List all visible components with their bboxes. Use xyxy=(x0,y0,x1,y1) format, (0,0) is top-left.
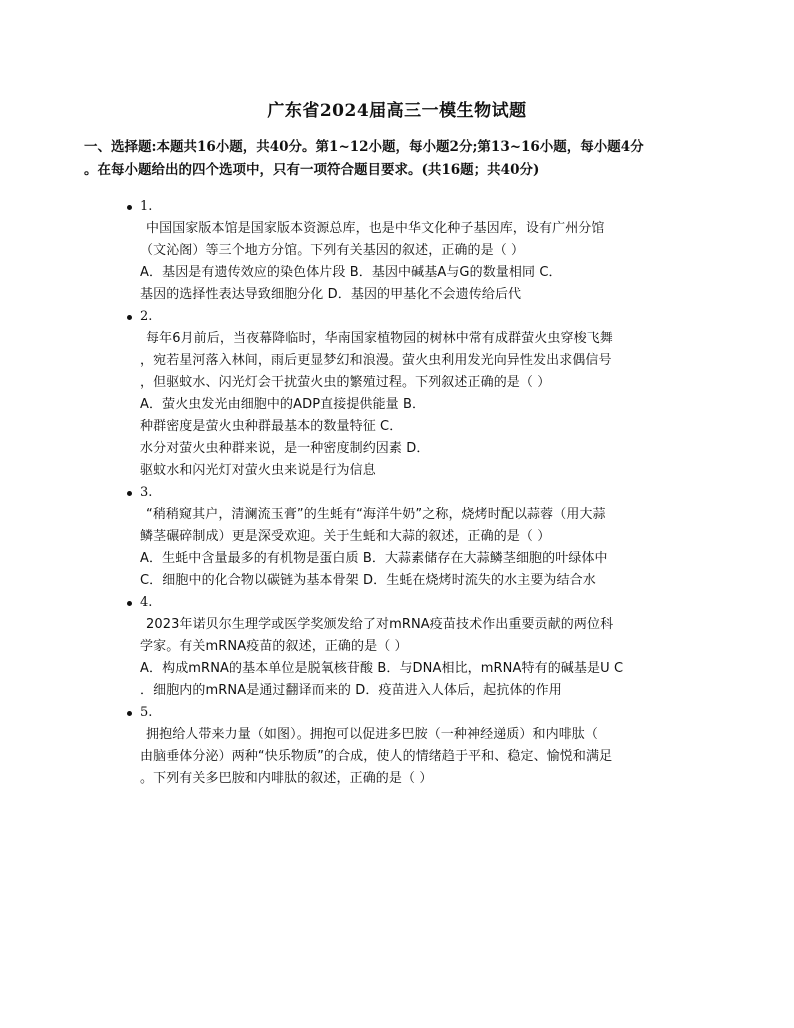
question-item xyxy=(0,702,794,790)
bullet-icon xyxy=(127,205,132,210)
question-text-line: ，宛若星河落入林间，雨后更显梦幻和浪漫。萤火虫利用发光向异性发出求偶信号 xyxy=(140,353,612,368)
question-text-line: “稍稍窥其户，清澜流玉膏”的生蚝有“海洋牛奶”之称，烧烤时配以蒜蓉（用大蒜 xyxy=(146,507,606,522)
section-instructions-line-2: 。在每小题给出的四个选项中，只有一项符合题目要求。(共16题；共40分) xyxy=(84,162,540,178)
question-text xyxy=(140,328,698,482)
question-number: 3. xyxy=(140,485,153,500)
question-text-line: 鳞茎碾碎制成）更是深受欢迎。关于生蚝和大蒜的叙述，正确的是（ ） xyxy=(140,529,551,544)
question-number: 4. xyxy=(140,595,153,610)
question-text-line: 学家。有关mRNA疫苗的叙述，正确的是（ ） xyxy=(140,639,408,654)
question-text-line: 基因的选择性表达导致细胞分化 D．基因的甲基化不会遗传给后代 xyxy=(140,287,522,302)
question-text-line: ．细胞内的mRNA是通过翻译而来的 D．疫苗进入人体后，起抗体的作用 xyxy=(140,683,562,698)
question-text-line: 。下列有关多巴胺和内啡肽的叙述，正确的是（ ） xyxy=(140,771,433,786)
bullet-icon xyxy=(127,315,132,320)
question-text-line: 每年6月前后，当夜幕降临时，华南国家植物园的树林中常有成群萤火虫穿梭飞舞 xyxy=(146,331,613,346)
question-item xyxy=(0,196,794,306)
question-number: 2. xyxy=(140,309,153,324)
question-list xyxy=(0,196,794,790)
question-number: 5. xyxy=(140,705,153,720)
question-text-line: A．基因是有遗传效应的染色体片段 B．基因中碱基A与G的数量相同 C． xyxy=(140,265,562,280)
section-header xyxy=(84,136,714,182)
page-title: 广东省2024届高三一模生物试题 xyxy=(267,101,527,121)
question-text-line: 由脑垂体分泌）两种“快乐物质”的合成，使人的情绪趋于平和、稳定、愉悦和满足 xyxy=(140,749,613,764)
question-text-line: A．构成mRNA的基本单位是脱氧核苷酸 B．与DNA相比，mRNA特有的碱基是U C xyxy=(140,661,624,676)
question-text-line: A．萤火虫发光由细胞中的ADP直接提供能量 B． xyxy=(140,397,426,412)
question-text-line: 种群密度是萤火虫种群最基本的数量特征 C． xyxy=(140,419,403,434)
bullet-icon xyxy=(127,491,132,496)
bullet-icon xyxy=(127,711,132,716)
bullet-icon xyxy=(127,601,132,606)
question-number: 1. xyxy=(140,199,153,214)
question-text-line: 中国国家版本馆是国家版本资源总库，也是中华文化种子基因库，设有广州分馆 xyxy=(146,221,605,236)
question-text-line: A．生蚝中含量最多的有机物是蛋白质 B．大蒜素储存在大蒜鳞茎细胞的叶绿体中 xyxy=(140,551,608,566)
question-text-line: 驱蚊水和闪光灯对萤火虫来说是行为信息 xyxy=(140,463,376,478)
question-item xyxy=(0,482,794,592)
question-text xyxy=(140,504,698,592)
question-text-line: 水分对萤火虫种群来说，是一种密度制约因素 D． xyxy=(140,441,430,456)
question-item xyxy=(0,306,794,482)
question-text-line: ，但驱蚊水、闪光灯会干扰萤火虫的繁殖过程。下列叙述正确的是（ ） xyxy=(140,375,551,390)
question-item xyxy=(0,592,794,702)
question-text-line: （文沁阁）等三个地方分馆。下列有关基因的叙述，正确的是（ ） xyxy=(140,243,525,258)
question-text xyxy=(140,614,698,702)
question-text xyxy=(140,218,698,306)
question-text xyxy=(140,724,698,790)
question-text-line: 拥抱给人带来力量（如图）。拥抱可以促进多巴胺（一种神经递质）和内啡肽（ xyxy=(146,727,599,742)
question-text-line: 2023年诺贝尔生理学或医学奖颁发给了对mRNA疫苗技术作出重要贡献的两位科 xyxy=(146,617,614,632)
question-text-line: C．细胞中的化合物以碳链为基本骨架 D．生蚝在烧烤时流失的水主要为结合水 xyxy=(140,573,596,588)
section-instructions-line-1: 一、选择题:本题共16小题，共40分。第1~12小题，每小题2分;第13~16小题，每小题4分 xyxy=(84,139,644,155)
